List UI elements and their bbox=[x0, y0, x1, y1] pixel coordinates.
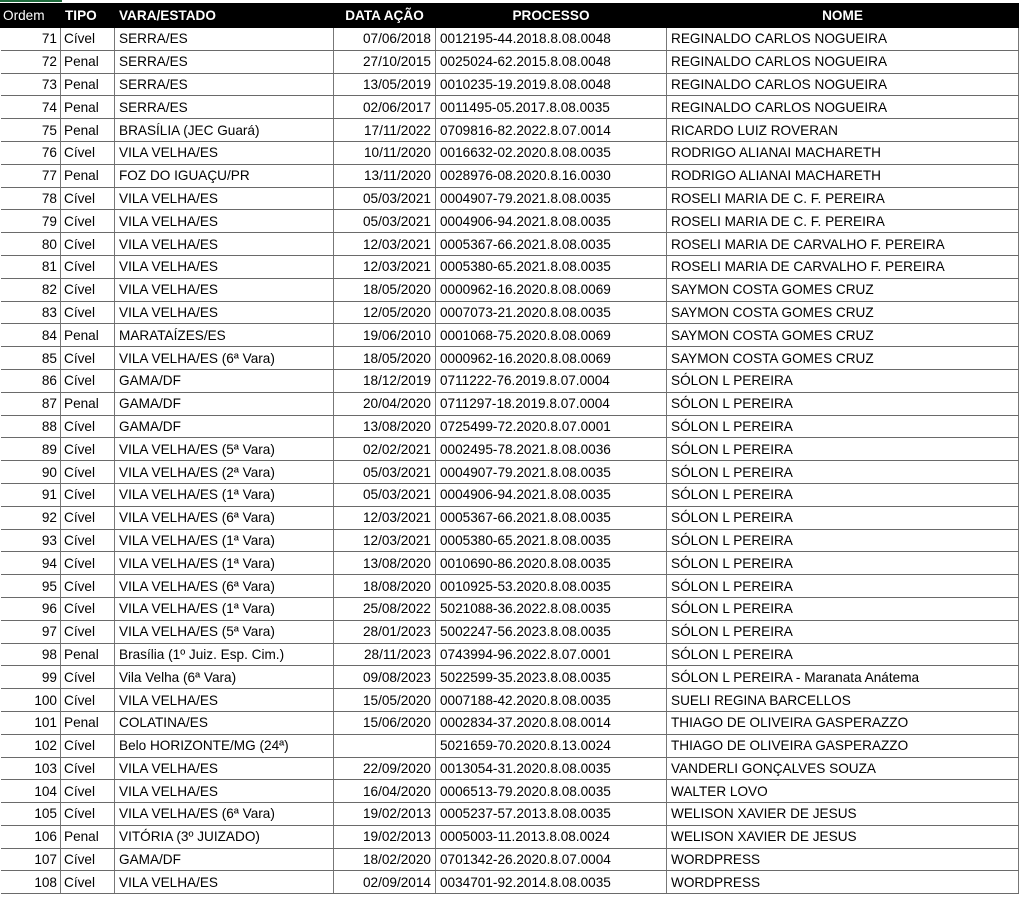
table-row bbox=[1, 255, 1019, 278]
cell-ordem[interactable]: 76 bbox=[1, 141, 61, 164]
cell-data-acao[interactable]: 07/06/2018 bbox=[334, 28, 436, 51]
cell-vara-estado[interactable]: VILA VELHA/ES (6ª Vara) bbox=[115, 575, 334, 598]
cell-data-acao[interactable]: 19/06/2010 bbox=[334, 324, 436, 347]
cell-tipo[interactable]: Penal bbox=[61, 711, 115, 734]
table-row bbox=[1, 73, 1019, 96]
cell-processo[interactable]: 0005367-66.2021.8.08.0035 bbox=[436, 233, 667, 256]
cell-data-acao[interactable]: 28/11/2023 bbox=[334, 643, 436, 666]
cell-data-acao[interactable]: 18/05/2020 bbox=[334, 278, 436, 301]
cell-tipo[interactable]: Cível bbox=[61, 187, 115, 210]
cell-ordem[interactable]: 89 bbox=[1, 438, 61, 461]
cell-tipo[interactable]: Cível bbox=[61, 141, 115, 164]
cell-ordem[interactable]: 104 bbox=[1, 780, 61, 803]
cell-vara-estado[interactable]: SERRA/ES bbox=[115, 50, 334, 73]
cell-processo[interactable]: 0725499-72.2020.8.07.0001 bbox=[436, 415, 667, 438]
cell-data-acao[interactable]: 13/08/2020 bbox=[334, 415, 436, 438]
cell-processo[interactable]: 0016632-02.2020.8.08.0035 bbox=[436, 141, 667, 164]
cell-processo[interactable]: 0002834-37.2020.8.08.0014 bbox=[436, 711, 667, 734]
cell-vara-estado[interactable]: GAMA/DF bbox=[115, 392, 334, 415]
cell-data-acao[interactable]: 05/03/2021 bbox=[334, 187, 436, 210]
cell-vara-estado[interactable]: Brasília (1º Juiz. Esp. Cim.) bbox=[115, 643, 334, 666]
cell-ordem[interactable]: 78 bbox=[1, 187, 61, 210]
cell-data-acao[interactable]: 16/04/2020 bbox=[334, 780, 436, 803]
cell-tipo[interactable]: Cível bbox=[61, 301, 115, 324]
cell-processo[interactable]: 0010925-53.2020.8.08.0035 bbox=[436, 575, 667, 598]
cell-ordem[interactable]: 92 bbox=[1, 506, 61, 529]
cell-nome[interactable]: ROSELI MARIA DE C. F. PEREIRA bbox=[667, 210, 1019, 233]
table-row bbox=[1, 575, 1019, 598]
cell-data-acao[interactable]: 12/03/2021 bbox=[334, 506, 436, 529]
cell-vara-estado[interactable]: VILA VELHA/ES bbox=[115, 278, 334, 301]
cell-data-acao[interactable]: 12/03/2021 bbox=[334, 233, 436, 256]
cell-nome[interactable]: ROSELI MARIA DE C. F. PEREIRA bbox=[667, 187, 1019, 210]
cell-tipo[interactable]: Cível bbox=[61, 347, 115, 370]
cell-processo[interactable]: 0000962-16.2020.8.08.0069 bbox=[436, 347, 667, 370]
cell-tipo[interactable]: Cível bbox=[61, 255, 115, 278]
cell-ordem[interactable]: 106 bbox=[1, 825, 61, 848]
cell-tipo[interactable]: Penal bbox=[61, 119, 115, 142]
cell-data-acao[interactable]: 17/11/2022 bbox=[334, 119, 436, 142]
table-row bbox=[1, 825, 1019, 848]
cell-vara-estado[interactable]: VILA VELHA/ES bbox=[115, 689, 334, 712]
cell-data-acao[interactable]: 02/09/2014 bbox=[334, 871, 436, 894]
cell-vara-estado[interactable]: VILA VELHA/ES (1ª Vara) bbox=[115, 529, 334, 552]
lawsuits-table bbox=[0, 3, 1019, 894]
cell-processo[interactable]: 0006513-79.2020.8.08.0035 bbox=[436, 780, 667, 803]
cell-nome[interactable]: WALTER LOVO bbox=[667, 780, 1019, 803]
cell-vara-estado[interactable]: SERRA/ES bbox=[115, 73, 334, 96]
table-row bbox=[1, 506, 1019, 529]
cell-vara-estado[interactable]: VILA VELHA/ES (1ª Vara) bbox=[115, 483, 334, 506]
header-processo[interactable]: PROCESSO bbox=[436, 4, 667, 28]
table-row bbox=[1, 96, 1019, 119]
cell-vara-estado[interactable]: VILA VELHA/ES bbox=[115, 255, 334, 278]
cell-vara-estado[interactable]: VILA VELHA/ES (6ª Vara) bbox=[115, 347, 334, 370]
cell-ordem[interactable]: 83 bbox=[1, 301, 61, 324]
cell-data-acao[interactable]: 12/03/2021 bbox=[334, 529, 436, 552]
cell-tipo[interactable]: Penal bbox=[61, 324, 115, 347]
cell-tipo[interactable]: Cível bbox=[61, 210, 115, 233]
cell-tipo[interactable]: Cível bbox=[61, 848, 115, 871]
cell-processo[interactable]: 0010690-86.2020.8.08.0035 bbox=[436, 552, 667, 575]
table-row bbox=[1, 483, 1019, 506]
cell-tipo[interactable]: Cível bbox=[61, 620, 115, 643]
cell-ordem[interactable]: 103 bbox=[1, 757, 61, 780]
cell-processo[interactable]: 0005367-66.2021.8.08.0035 bbox=[436, 506, 667, 529]
cell-tipo[interactable]: Cível bbox=[61, 689, 115, 712]
cell-vara-estado[interactable]: VILA VELHA/ES bbox=[115, 210, 334, 233]
cell-vara-estado[interactable]: SERRA/ES bbox=[115, 96, 334, 119]
cell-vara-estado[interactable]: GAMA/DF bbox=[115, 848, 334, 871]
table-row bbox=[1, 164, 1019, 187]
table-header bbox=[1, 4, 1019, 28]
cell-nome[interactable]: SÓLON L PEREIRA bbox=[667, 620, 1019, 643]
cell-nome[interactable]: SÓLON L PEREIRA bbox=[667, 529, 1019, 552]
table-row bbox=[1, 689, 1019, 712]
table-row bbox=[1, 529, 1019, 552]
cell-data-acao[interactable]: 05/03/2021 bbox=[334, 483, 436, 506]
cell-processo[interactable]: 0025024-62.2015.8.08.0048 bbox=[436, 50, 667, 73]
table-row bbox=[1, 210, 1019, 233]
cell-nome[interactable]: RODRIGO ALIANAI MACHARETH bbox=[667, 164, 1019, 187]
cell-vara-estado[interactable]: SERRA/ES bbox=[115, 28, 334, 51]
cell-ordem[interactable]: 86 bbox=[1, 369, 61, 392]
cell-ordem[interactable]: 99 bbox=[1, 666, 61, 689]
cell-tipo[interactable]: Cível bbox=[61, 415, 115, 438]
cell-processo[interactable]: 0002495-78.2021.8.08.0036 bbox=[436, 438, 667, 461]
cell-ordem[interactable]: 95 bbox=[1, 575, 61, 598]
cell-processo[interactable]: 0004906-94.2021.8.08.0035 bbox=[436, 210, 667, 233]
cell-nome[interactable]: REGINALDO CARLOS NOGUEIRA bbox=[667, 73, 1019, 96]
cell-nome[interactable]: ROSELI MARIA DE CARVALHO F. PEREIRA bbox=[667, 233, 1019, 256]
cell-tipo[interactable]: Cível bbox=[61, 438, 115, 461]
cell-data-acao[interactable]: 09/08/2023 bbox=[334, 666, 436, 689]
cell-vara-estado[interactable]: VILA VELHA/ES bbox=[115, 757, 334, 780]
cell-vara-estado[interactable]: Belo HORIZONTE/MG (24ª) bbox=[115, 734, 334, 757]
cell-data-acao[interactable]: 19/02/2013 bbox=[334, 825, 436, 848]
cell-tipo[interactable]: Cível bbox=[61, 757, 115, 780]
cell-processo[interactable]: 5021659-70.2020.8.13.0024 bbox=[436, 734, 667, 757]
cell-ordem[interactable]: 94 bbox=[1, 552, 61, 575]
cell-data-acao[interactable]: 13/05/2019 bbox=[334, 73, 436, 96]
cell-processo[interactable]: 0012195-44.2018.8.08.0048 bbox=[436, 28, 667, 51]
cell-processo[interactable]: 0005003-11.2013.8.08.0024 bbox=[436, 825, 667, 848]
cell-tipo[interactable]: Cível bbox=[61, 369, 115, 392]
cell-vara-estado[interactable]: VILA VELHA/ES bbox=[115, 233, 334, 256]
cell-ordem[interactable]: 90 bbox=[1, 461, 61, 484]
header-ordem[interactable]: Ordem bbox=[1, 4, 61, 28]
cell-data-acao[interactable]: 13/08/2020 bbox=[334, 552, 436, 575]
table-row bbox=[1, 141, 1019, 164]
cell-vara-estado[interactable]: VILA VELHA/ES (5ª Vara) bbox=[115, 620, 334, 643]
cell-tipo[interactable]: Penal bbox=[61, 164, 115, 187]
cell-nome[interactable]: WELISON XAVIER DE JESUS bbox=[667, 803, 1019, 826]
cell-processo[interactable]: 5002247-56.2023.8.08.0035 bbox=[436, 620, 667, 643]
cell-nome[interactable]: SÓLON L PEREIRA bbox=[667, 552, 1019, 575]
cell-vara-estado[interactable]: VITÓRIA (3º JUIZADO) bbox=[115, 825, 334, 848]
cell-tipo[interactable]: Cível bbox=[61, 529, 115, 552]
cell-processo[interactable]: 0701342-26.2020.8.07.0004 bbox=[436, 848, 667, 871]
cell-nome[interactable]: WELISON XAVIER DE JESUS bbox=[667, 825, 1019, 848]
cell-processo[interactable]: 5022599-35.2023.8.08.0035 bbox=[436, 666, 667, 689]
cell-nome[interactable]: SÓLON L PEREIRA bbox=[667, 643, 1019, 666]
cell-data-acao[interactable]: 18/02/2020 bbox=[334, 848, 436, 871]
table-row bbox=[1, 28, 1019, 51]
cell-nome[interactable]: SÓLON L PEREIRA bbox=[667, 597, 1019, 620]
cell-vara-estado[interactable]: MARATAÍZES/ES bbox=[115, 324, 334, 347]
cell-tipo[interactable]: Penal bbox=[61, 73, 115, 96]
table-row bbox=[1, 871, 1019, 894]
cell-data-acao[interactable]: 27/10/2015 bbox=[334, 50, 436, 73]
cell-data-acao[interactable]: 18/12/2019 bbox=[334, 369, 436, 392]
table-row bbox=[1, 666, 1019, 689]
cell-ordem[interactable]: 84 bbox=[1, 324, 61, 347]
header-tipo[interactable]: TIPO bbox=[61, 4, 115, 28]
cell-processo[interactable]: 0711222-76.2019.8.07.0004 bbox=[436, 369, 667, 392]
cell-tipo[interactable]: Cível bbox=[61, 552, 115, 575]
table-row bbox=[1, 620, 1019, 643]
cell-nome[interactable]: SAYMON COSTA GOMES CRUZ bbox=[667, 324, 1019, 347]
cell-data-acao[interactable]: 02/06/2017 bbox=[334, 96, 436, 119]
cell-nome[interactable]: SÓLON L PEREIRA - Maranata Anátema bbox=[667, 666, 1019, 689]
cell-vara-estado[interactable]: VILA VELHA/ES (2ª Vara) bbox=[115, 461, 334, 484]
table-row bbox=[1, 461, 1019, 484]
cell-nome[interactable]: SÓLON L PEREIRA bbox=[667, 506, 1019, 529]
cell-vara-estado[interactable]: Vila Velha (6ª Vara) bbox=[115, 666, 334, 689]
header-row bbox=[1, 4, 1019, 28]
cell-tipo[interactable]: Penal bbox=[61, 643, 115, 666]
cell-nome[interactable]: SUELI REGINA BARCELLOS bbox=[667, 689, 1019, 712]
cell-nome[interactable]: RODRIGO ALIANAI MACHARETH bbox=[667, 141, 1019, 164]
cell-selection-indicator bbox=[0, 0, 62, 2]
cell-nome[interactable]: WORDPRESS bbox=[667, 848, 1019, 871]
table-row bbox=[1, 757, 1019, 780]
cell-ordem[interactable]: 73 bbox=[1, 73, 61, 96]
header-data-acao[interactable]: DATA AÇÃO bbox=[334, 4, 436, 28]
cell-nome[interactable]: SÓLON L PEREIRA bbox=[667, 483, 1019, 506]
cell-tipo[interactable]: Cível bbox=[61, 780, 115, 803]
cell-nome[interactable]: SÓLON L PEREIRA bbox=[667, 438, 1019, 461]
table-row bbox=[1, 233, 1019, 256]
table-row bbox=[1, 50, 1019, 73]
cell-processo[interactable]: 0005237-57.2013.8.08.0035 bbox=[436, 803, 667, 826]
cell-tipo[interactable]: Cível bbox=[61, 233, 115, 256]
cell-data-acao[interactable]: 15/06/2020 bbox=[334, 711, 436, 734]
cell-vara-estado[interactable]: GAMA/DF bbox=[115, 369, 334, 392]
cell-nome[interactable]: SÓLON L PEREIRA bbox=[667, 392, 1019, 415]
cell-nome[interactable]: REGINALDO CARLOS NOGUEIRA bbox=[667, 50, 1019, 73]
cell-processo[interactable]: 0028976-08.2020.8.16.0030 bbox=[436, 164, 667, 187]
cell-tipo[interactable]: Cível bbox=[61, 871, 115, 894]
cell-processo[interactable]: 0001068-75.2020.8.08.0069 bbox=[436, 324, 667, 347]
cell-nome[interactable]: ROSELI MARIA DE CARVALHO F. PEREIRA bbox=[667, 255, 1019, 278]
cell-ordem[interactable]: 96 bbox=[1, 597, 61, 620]
table-row bbox=[1, 119, 1019, 142]
cell-nome[interactable]: THIAGO DE OLIVEIRA GASPERAZZO bbox=[667, 734, 1019, 757]
cell-data-acao[interactable]: 05/03/2021 bbox=[334, 210, 436, 233]
cell-processo[interactable]: 0709816-82.2022.8.07.0014 bbox=[436, 119, 667, 142]
cell-ordem[interactable]: 74 bbox=[1, 96, 61, 119]
cell-data-acao[interactable]: 13/11/2020 bbox=[334, 164, 436, 187]
cell-tipo[interactable]: Cível bbox=[61, 734, 115, 757]
cell-data-acao[interactable]: 25/08/2022 bbox=[334, 597, 436, 620]
table-row bbox=[1, 438, 1019, 461]
cell-ordem[interactable]: 88 bbox=[1, 415, 61, 438]
cell-vara-estado[interactable]: VILA VELHA/ES (6ª Vara) bbox=[115, 803, 334, 826]
cell-vara-estado[interactable]: FOZ DO IGUAÇU/PR bbox=[115, 164, 334, 187]
cell-vara-estado[interactable]: VILA VELHA/ES (5ª Vara) bbox=[115, 438, 334, 461]
cell-tipo[interactable]: Cível bbox=[61, 575, 115, 598]
cell-data-acao[interactable]: 19/02/2013 bbox=[334, 803, 436, 826]
cell-ordem[interactable]: 102 bbox=[1, 734, 61, 757]
cell-processo[interactable]: 0007188-42.2020.8.08.0035 bbox=[436, 689, 667, 712]
cell-processo[interactable]: 0034701-92.2014.8.08.0035 bbox=[436, 871, 667, 894]
cell-vara-estado[interactable]: VILA VELHA/ES (1ª Vara) bbox=[115, 552, 334, 575]
cell-tipo[interactable]: Penal bbox=[61, 50, 115, 73]
table-row bbox=[1, 301, 1019, 324]
cell-data-acao[interactable]: 18/05/2020 bbox=[334, 347, 436, 370]
table-row bbox=[1, 415, 1019, 438]
cell-processo[interactable]: 0004907-79.2021.8.08.0035 bbox=[436, 187, 667, 210]
cell-vara-estado[interactable]: VILA VELHA/ES bbox=[115, 141, 334, 164]
table-row bbox=[1, 643, 1019, 666]
table-row bbox=[1, 552, 1019, 575]
cell-nome[interactable]: THIAGO DE OLIVEIRA GASPERAZZO bbox=[667, 711, 1019, 734]
cell-nome[interactable]: SAYMON COSTA GOMES CRUZ bbox=[667, 301, 1019, 324]
cell-tipo[interactable]: Penal bbox=[61, 392, 115, 415]
cell-data-acao[interactable]: 22/09/2020 bbox=[334, 757, 436, 780]
cell-processo[interactable]: 0743994-96.2022.8.07.0001 bbox=[436, 643, 667, 666]
table-row bbox=[1, 848, 1019, 871]
cell-ordem[interactable]: 87 bbox=[1, 392, 61, 415]
cell-ordem[interactable]: 101 bbox=[1, 711, 61, 734]
cell-data-acao[interactable]: 12/03/2021 bbox=[334, 255, 436, 278]
cell-ordem[interactable]: 72 bbox=[1, 50, 61, 73]
cell-data-acao[interactable]: 18/08/2020 bbox=[334, 575, 436, 598]
header-nome[interactable]: NOME bbox=[667, 4, 1019, 28]
cell-data-acao[interactable]: 12/05/2020 bbox=[334, 301, 436, 324]
cell-ordem[interactable]: 79 bbox=[1, 210, 61, 233]
cell-nome[interactable]: REGINALDO CARLOS NOGUEIRA bbox=[667, 28, 1019, 51]
cell-ordem[interactable]: 91 bbox=[1, 483, 61, 506]
cell-ordem[interactable]: 107 bbox=[1, 848, 61, 871]
cell-ordem[interactable]: 108 bbox=[1, 871, 61, 894]
cell-processo[interactable]: 0004906-94.2021.8.08.0035 bbox=[436, 483, 667, 506]
cell-vara-estado[interactable]: VILA VELHA/ES bbox=[115, 871, 334, 894]
cell-ordem[interactable]: 98 bbox=[1, 643, 61, 666]
cell-data-acao[interactable]: 20/04/2020 bbox=[334, 392, 436, 415]
cell-vara-estado[interactable]: VILA VELHA/ES (1ª Vara) bbox=[115, 597, 334, 620]
cell-tipo[interactable]: Cível bbox=[61, 597, 115, 620]
cell-nome[interactable]: SÓLON L PEREIRA bbox=[667, 575, 1019, 598]
cell-processo[interactable]: 5021088-36.2022.8.08.0035 bbox=[436, 597, 667, 620]
table-row bbox=[1, 347, 1019, 370]
cell-data-acao[interactable]: 10/11/2020 bbox=[334, 141, 436, 164]
cell-nome[interactable]: SÓLON L PEREIRA bbox=[667, 461, 1019, 484]
cell-vara-estado[interactable]: VILA VELHA/ES bbox=[115, 187, 334, 210]
cell-ordem[interactable]: 97 bbox=[1, 620, 61, 643]
cell-vara-estado[interactable]: BRASÍLIA (JEC Guará) bbox=[115, 119, 334, 142]
cell-nome[interactable]: SÓLON L PEREIRA bbox=[667, 369, 1019, 392]
cell-processo[interactable]: 0005380-65.2021.8.08.0035 bbox=[436, 529, 667, 552]
cell-tipo[interactable]: Cível bbox=[61, 483, 115, 506]
table-row bbox=[1, 369, 1019, 392]
cell-tipo[interactable]: Penal bbox=[61, 825, 115, 848]
cell-processo[interactable]: 0007073-21.2020.8.08.0035 bbox=[436, 301, 667, 324]
cell-processo[interactable]: 0011495-05.2017.8.08.0035 bbox=[436, 96, 667, 119]
cell-data-acao[interactable]: 05/03/2021 bbox=[334, 461, 436, 484]
cell-vara-estado[interactable]: COLATINA/ES bbox=[115, 711, 334, 734]
cell-vara-estado[interactable]: GAMA/DF bbox=[115, 415, 334, 438]
cell-tipo[interactable]: Cível bbox=[61, 28, 115, 51]
cell-nome[interactable]: SAYMON COSTA GOMES CRUZ bbox=[667, 278, 1019, 301]
cell-vara-estado[interactable]: VILA VELHA/ES bbox=[115, 301, 334, 324]
cell-ordem[interactable]: 82 bbox=[1, 278, 61, 301]
cell-ordem[interactable]: 93 bbox=[1, 529, 61, 552]
table-row bbox=[1, 803, 1019, 826]
cell-nome[interactable]: VANDERLI GONÇALVES SOUZA bbox=[667, 757, 1019, 780]
cell-vara-estado[interactable]: VILA VELHA/ES bbox=[115, 780, 334, 803]
cell-data-acao[interactable]: 15/05/2020 bbox=[334, 689, 436, 712]
cell-data-acao[interactable]: 02/02/2021 bbox=[334, 438, 436, 461]
cell-nome[interactable]: SÓLON L PEREIRA bbox=[667, 415, 1019, 438]
table-row bbox=[1, 734, 1019, 757]
cell-tipo[interactable]: Cível bbox=[61, 803, 115, 826]
cell-ordem[interactable]: 75 bbox=[1, 119, 61, 142]
table-row bbox=[1, 324, 1019, 347]
table-row bbox=[1, 278, 1019, 301]
cell-nome[interactable]: WORDPRESS bbox=[667, 871, 1019, 894]
cell-tipo[interactable]: Cível bbox=[61, 278, 115, 301]
cell-tipo[interactable]: Cível bbox=[61, 666, 115, 689]
cell-processo[interactable]: 0711297-18.2019.8.07.0004 bbox=[436, 392, 667, 415]
cell-ordem[interactable]: 77 bbox=[1, 164, 61, 187]
cell-ordem[interactable]: 71 bbox=[1, 28, 61, 51]
cell-tipo[interactable]: Cível bbox=[61, 506, 115, 529]
cell-ordem[interactable]: 85 bbox=[1, 347, 61, 370]
cell-processo[interactable]: 0004907-79.2021.8.08.0035 bbox=[436, 461, 667, 484]
cell-vara-estado[interactable]: VILA VELHA/ES (6ª Vara) bbox=[115, 506, 334, 529]
table-body bbox=[1, 28, 1019, 894]
cell-ordem[interactable]: 80 bbox=[1, 233, 61, 256]
cell-nome[interactable]: RICARDO LUIZ ROVERAN bbox=[667, 119, 1019, 142]
cell-tipo[interactable]: Penal bbox=[61, 96, 115, 119]
cell-processo[interactable]: 0013054-31.2020.8.08.0035 bbox=[436, 757, 667, 780]
table-row bbox=[1, 187, 1019, 210]
cell-ordem[interactable]: 100 bbox=[1, 689, 61, 712]
cell-tipo[interactable]: Cível bbox=[61, 461, 115, 484]
cell-nome[interactable]: SAYMON COSTA GOMES CRUZ bbox=[667, 347, 1019, 370]
header-vara-estado[interactable]: VARA/ESTADO bbox=[115, 4, 334, 28]
table-row bbox=[1, 392, 1019, 415]
cell-ordem[interactable]: 105 bbox=[1, 803, 61, 826]
table-row bbox=[1, 711, 1019, 734]
table-row bbox=[1, 780, 1019, 803]
cell-processo[interactable]: 0005380-65.2021.8.08.0035 bbox=[436, 255, 667, 278]
table-row bbox=[1, 597, 1019, 620]
cell-nome[interactable]: REGINALDO CARLOS NOGUEIRA bbox=[667, 96, 1019, 119]
cell-processo[interactable]: 0010235-19.2019.8.08.0048 bbox=[436, 73, 667, 96]
cell-data-acao[interactable] bbox=[334, 734, 436, 757]
cell-data-acao[interactable]: 28/01/2023 bbox=[334, 620, 436, 643]
cell-ordem[interactable]: 81 bbox=[1, 255, 61, 278]
cell-processo[interactable]: 0000962-16.2020.8.08.0069 bbox=[436, 278, 667, 301]
